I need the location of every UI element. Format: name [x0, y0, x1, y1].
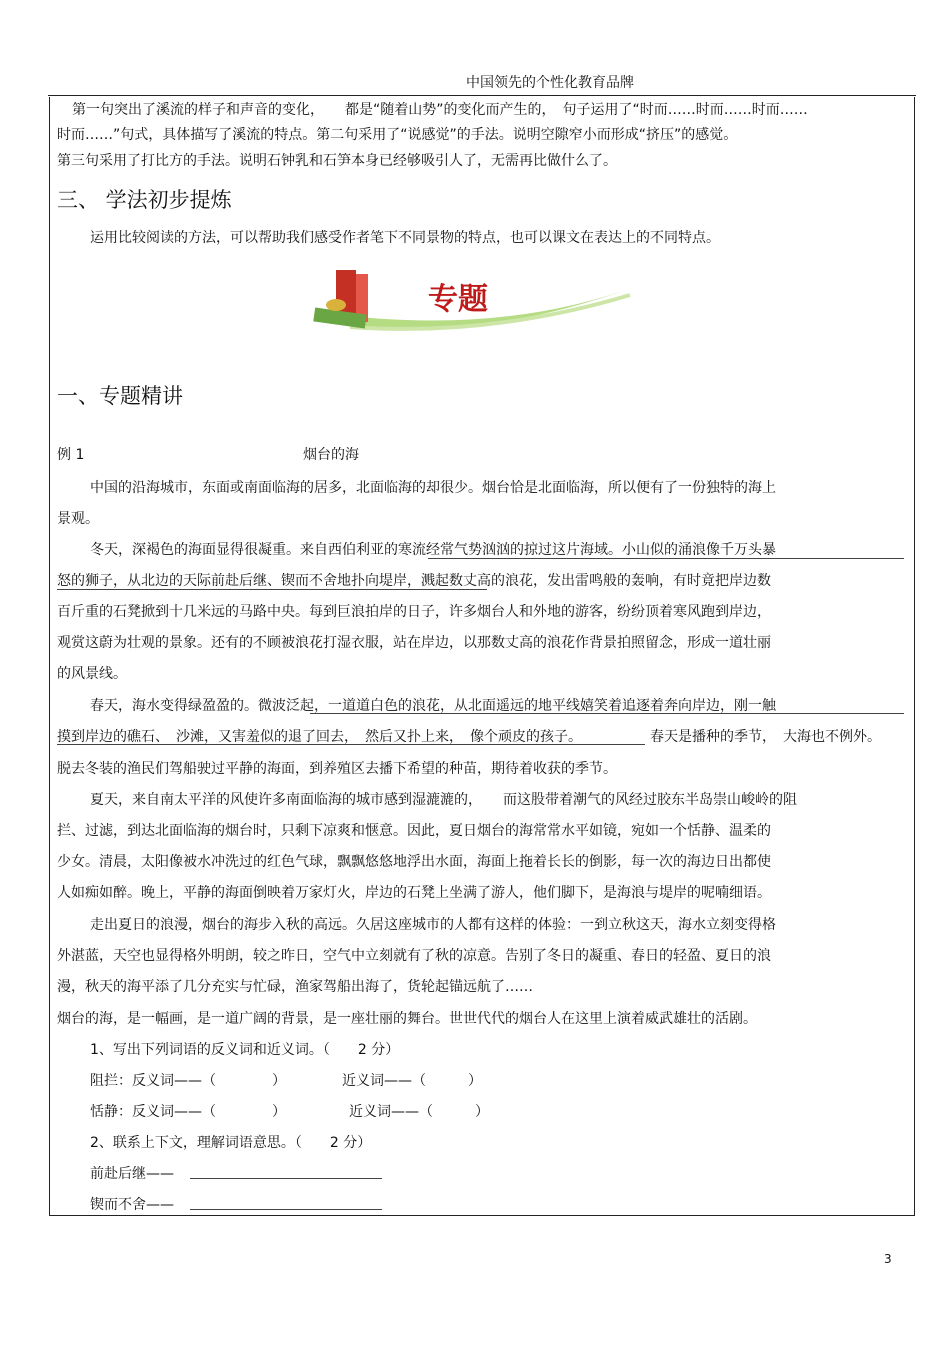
- page-header: 中国领先的个性化教育品牌: [466, 75, 634, 91]
- topic-banner: [310, 265, 650, 340]
- question-2-item-2: 锲而不舍——: [90, 1197, 174, 1213]
- section3-title: 三、 学法初步提炼: [57, 188, 232, 212]
- banner-title: 专题: [428, 282, 488, 317]
- globe-icon: [326, 299, 346, 311]
- intro-line-1: 第一句突出了溪流的样子和声音的变化， 都是“随着山势”的变化而产生的， 句子运用了“时而……时而……时而……: [72, 102, 808, 118]
- para5-line-3: 漫，秋天的海平添了几分充实与忙碌，渔家驾船出海了，货轮起锚远航了……: [57, 979, 533, 995]
- para5-line-1: 走出夏日的浪漫，烟台的海步入秋的高远。久居这座城市的人都有这样的体验：一到立秋这天，海水立刻变得格: [90, 917, 776, 933]
- question-2-item-1: 前赴后继——: [90, 1166, 174, 1182]
- para2-line-5: 的风景线。: [57, 666, 127, 682]
- section1-title: 一、专题精讲: [57, 384, 183, 408]
- para4-line-4: 人如痴如醉。晚上，平静的海面倒映着万家灯火，岸边的石凳上坐满了游人，他们脚下，是海浪与堤岸的呢喃细语。: [57, 885, 771, 901]
- para2-line-3: 百斤重的石凳掀到十几米远的马路中央。每到巨浪拍岸的日子，许多烟台人和外地的游客，纷纷顶着寒风跑到岸边，: [57, 604, 771, 620]
- para1-line-2: 景观。: [57, 511, 99, 527]
- para4-line-3: 少女。清晨，太阳像被水冲洗过的红色气球，飘飘悠悠地浮出水面，海面上拖着长长的倒影，每一次的海边日出都使: [57, 854, 771, 870]
- header-rule: [48, 95, 916, 96]
- para4-line-2: 拦、过滤，到达北面临海的烟台时，只剩下凉爽和惬意。因此，夏日烟台的海常常水平如镜，宛如一个恬静、温柔的: [57, 823, 771, 839]
- example-label: 例 1: [57, 447, 85, 463]
- underline-mark: [310, 713, 904, 714]
- para4-line-1: 夏天，来自南太平洋的风使许多南面临海的城市感到湿漉漉的， 而这股带着潮气的风经过胶东半岛崇山峻岭的阻: [90, 792, 797, 808]
- question-1-row1-synonym: 近义词——（ ）: [342, 1073, 482, 1089]
- underline-mark: [57, 589, 487, 590]
- para3-line-1: 春天，海水变得绿盈盈的。微波泛起，一道道白色的浪花，从北面遥远的地平线嬉笑着追逐着奔向岸边，刚一触: [90, 698, 776, 714]
- intro-line-3: 第三句采用了打比方的手法。说明石钟乳和石笋本身已经够吸引人了，无需再比做什么了。: [57, 153, 617, 169]
- answer-blank[interactable]: [190, 1178, 382, 1179]
- page-number: 3: [884, 1252, 892, 1266]
- section3-text: 运用比较阅读的方法，可以帮助我们感受作者笔下不同景物的特点，也可以课文在表达上的不同特点。: [90, 230, 720, 246]
- example-title: 烟台的海: [303, 447, 359, 463]
- para2-line-2: 怒的狮子，从北边的天际前赴后继、锲而不舍地扑向堤岸，溅起数丈高的浪花，发出雷鸣般的轰响，有时竟把岸边数: [57, 573, 771, 589]
- underline-mark: [57, 744, 645, 745]
- question-1-row2-antonym: 恬静：反义词——（ ）: [90, 1104, 286, 1120]
- para3-line-2b: 春天是播种的季节， 大海也不例外。: [650, 729, 881, 745]
- answer-blank[interactable]: [190, 1209, 382, 1210]
- question-2-title: 2、联系上下文，理解词语意思。（ 2 分）: [90, 1135, 372, 1151]
- para5-line-2: 外湛蓝，天空也显得格外明朗，较之昨日，空气中立刻就有了秋的凉意。告别了冬日的凝重、春日的轻盈、夏日的浪: [57, 948, 771, 964]
- question-1-title: 1、写出下列词语的反义词和近义词。（ 2 分）: [90, 1042, 400, 1058]
- para2-line-4: 观赏这蔚为壮观的景象。还有的不顾被浪花打湿衣服，站在岸边，以那数丈高的浪花作背景拍照留念，形成一道壮丽: [57, 635, 771, 651]
- para3-line-2a: 摸到岸边的礁石、 沙滩，又害羞似的退了回去， 然后又扑上来， 像个顽皮的孩子。: [57, 729, 582, 745]
- intro-line-2: 时而……”句式，具体描写了溪流的特点。第二句采用了“说感觉”的手法。说明空隙窄小而形成“挤压”的感觉。: [57, 127, 738, 143]
- underline-mark: [428, 558, 904, 559]
- question-1-row2-synonym: 近义词——（ ）: [349, 1104, 489, 1120]
- para3-line-3: 脱去冬装的渔民们驾船驶过平静的海面，到养殖区去播下希望的种苗，期待着收获的季节。: [57, 761, 617, 777]
- para6: 烟台的海，是一幅画，是一道广阔的背景，是一座壮丽的舞台。世世代代的烟台人在这里上演着威武雄壮的活剧。: [57, 1011, 757, 1027]
- question-1-row1-antonym: 阻拦：反义词——（ ）: [90, 1073, 286, 1089]
- para2-line-1: 冬天，深褐色的海面显得很凝重。来自西伯利亚的寒流经常气势汹汹的掠过这片海域。小山似的涌浪像千万头暴: [90, 542, 776, 558]
- para1-line-1: 中国的沿海城市，东面或南面临海的居多，北面临海的却很少。烟台恰是北面临海，所以便有了一份独特的海上: [90, 480, 776, 496]
